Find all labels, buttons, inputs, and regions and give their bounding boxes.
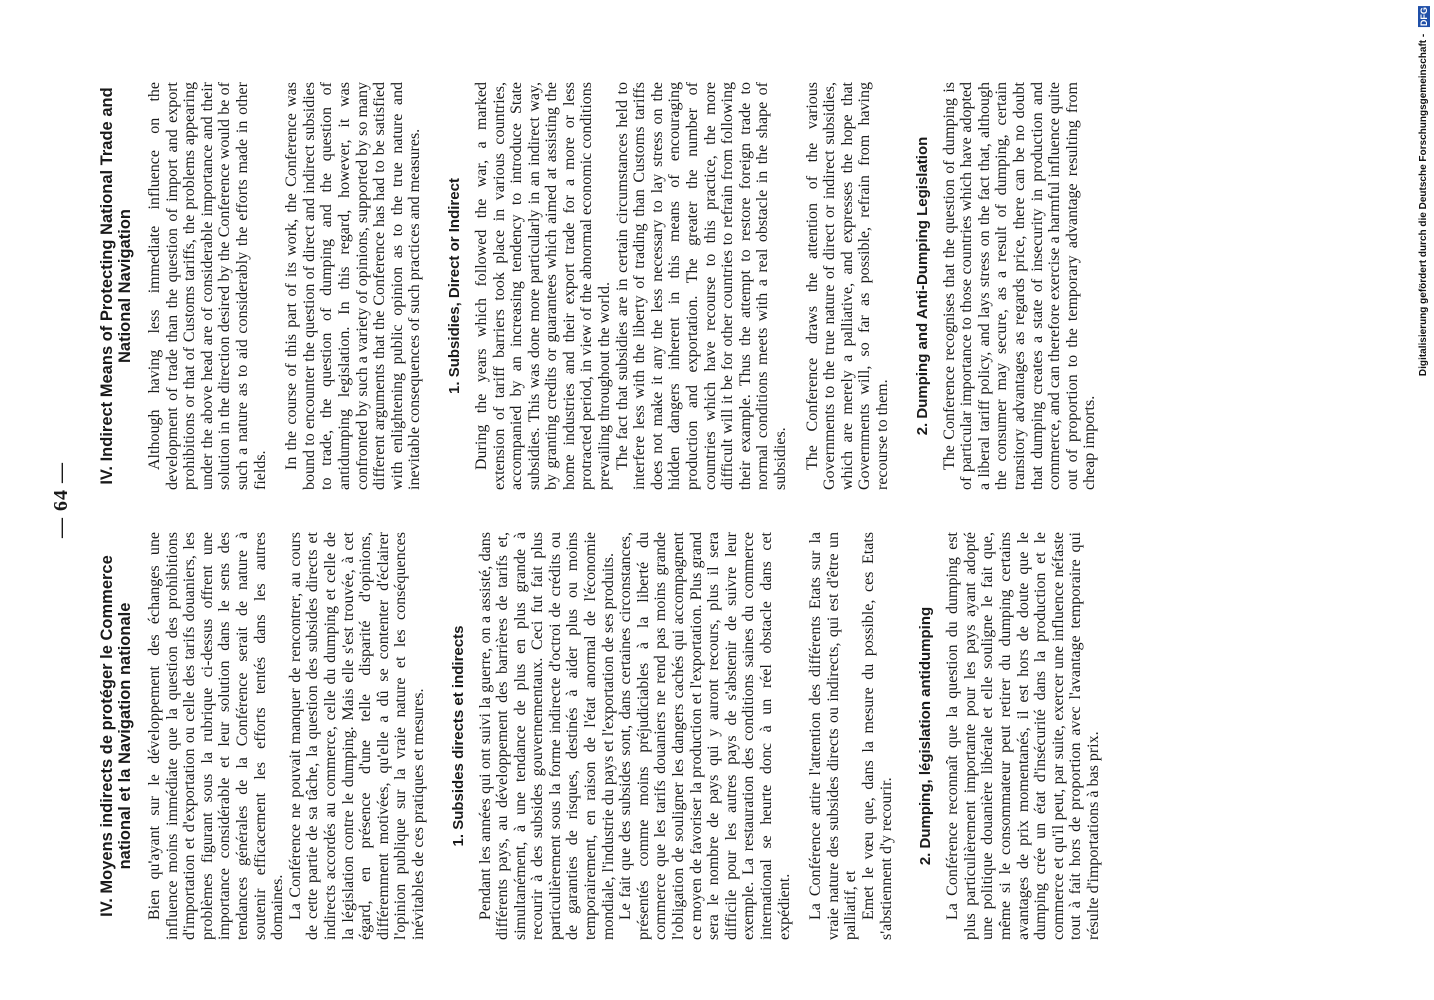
french-resolution-paragraph: Emet le vœu que, dans la mesure du possible, ces Etats s'abstiennent d'y recourir. bbox=[859, 532, 895, 940]
rotated-page bbox=[50, 60, 1300, 940]
french-section-heading-subsidies: 1. Subsides directs et indirects bbox=[449, 625, 467, 847]
french-column bbox=[98, 532, 1103, 940]
english-column bbox=[98, 82, 1099, 490]
french-subsidies-paragraph: Pendant les années qui ont suivi la guerre, on a assisté, dans différents pays, au développement des barrières de tarifs et, simultanément, à une tendance de plus en plus grande à recourir à des subsides gouvernementaux. Ceci fut fait plus particulièrement sous la forme indirecte d'octroi de crédits ou de garanties de risques, destinés à aider plus ou moins temporairement, en raison de l'état anormal de l'économie mondiale, l'industrie du pays et l'exportation de ses produits. bbox=[476, 532, 617, 940]
french-dumping-paragraph: La Conférence reconnaît que la question du dumping est plus particulièrement importante pour les pays ayant adopté une politique douanière libérale et elle souligne le fait que, même si le consommateur peut retirer du dumping certains avantages de prix momentanés, il est hors de doute que le dumping crée un état d'insécurité dans la production et le commerce et qu'il peut, par suite, exercer une influence néfaste tout à fait hors de proportion avec l'avantage temporaire qui résulte d'importations à bas prix. bbox=[944, 532, 1102, 940]
page-number: — 64 — bbox=[50, 462, 72, 538]
digitization-credit-text: Digitalisierung gefördert durch die Deutsche Forschungsgemeinschaft - bbox=[1418, 33, 1429, 377]
english-subsidies-paragraph: During the years which followed the war, a marked extension of tariff barriers took place in various countries, accompanied by an increasing tendency to introduce State subsidies. This was done more particularly in an indirect way, by granting credits or guarantees which aimed at assisting the home industries and their export trade for a more or less protracted period, in view of the abnormal economic conditions prevailing throughout the world. bbox=[472, 82, 614, 490]
english-dumping-paragraph: The Conference recognises that the question of dumping is of particular importance to those countries which have adopted a liberal tariff policy, and lays stress on the fact that, although the consumer may secure, as a result of dumping, certain transitory advantages as regards price, there can be no doubt that dumping creates a state of insecurity in production and commerce, and can therefore exercise a harmful influence quite out of proportion to the temporary advantage resulting from cheap imports. bbox=[940, 82, 1099, 490]
english-intro-paragraph: In the course of this part of its work, the Conference was bound to encounter the question of direct and indirect subsidies to trade, the question of dumping and the question of antidumping legislation. In this regard, however, it was confronted by such a variety of opinions, supported by so many different arguments that the Conference has had to be satisfied with enlightening public opinion as to the true nature and inevitable consequences of such practices and measures. bbox=[283, 82, 424, 490]
digitization-credit bbox=[1418, 6, 1430, 376]
english-title: IV. Indirect Means of Protecting National Trade and National Navigation bbox=[98, 87, 134, 485]
french-title: IV. Moyens indirects de protéger le Commerce national et la Navigation nationale bbox=[98, 555, 134, 917]
english-subsidies-paragraph: The fact that subsidies are in certain circumstances held to interfere less with the liberty of trading than Customs tariffs does not make it any the less necessary to lay stress on the hidden dangers inherent in this means of encouraging production and exportation. The greater the number of countries which have recourse to this practice, the more difficult will it be for other countries to refrain from following their example. Thus the attempt to restore foreign trade to normal conditions meets with a real obstacle in the shape of subsidies. bbox=[613, 82, 789, 490]
french-section-heading-dumping: 2. Dumping, législation antidumping bbox=[917, 606, 935, 866]
french-subsidies-paragraph: La Conférence attire l'attention des différents Etats sur la vraie nature des subsides directs ou indirects, qui est d'être un palliatif, et bbox=[807, 532, 860, 940]
french-intro-paragraph: La Conférence ne pouvait manquer de rencontrer, au cours de cette partie de sa tâche, la question des subsides directs et indirects accordés au commerce, celle du dumping et celle de la législation contre le dumping. Mais elle s'est trouvée, à cet égard, en présence d'une telle disparité d'opinions, différemment motivées, qu'elle a dû se contenter d'éclairer l'opinion publique sur la vraie nature et les conséquences inévitables de ces pratiques et mesures. bbox=[286, 532, 427, 940]
dfg-logo: DFG bbox=[1419, 7, 1429, 26]
french-intro-paragraph: Bien qu'ayant sur le développement des échanges une influence moins immédiate que la question des prohibitions d'importation et d'exportation ou celle des tarifs douaniers, les problèmes figurant sous la rubrique ci-dessus offrent une importance considérable et leur solution dans le sens des tendances générales de la Conférence serait de nature à soutenir efficacement les efforts tentés dans les autres domaines. bbox=[146, 532, 287, 940]
english-subsidies-paragraph: The Conference draws the attention of the various Governments to the true nature of direct or indirect subsidies, which are merely a palliative, and expresses the hope that Governments will, so far as possible, refrain from having recourse to them. bbox=[803, 82, 891, 490]
french-subsidies-paragraph: Le fait que des subsides sont, dans certaines circonstances, présentés comme moins préjudiciables à la liberté du commerce que les tarifs douaniers ne rend pas moins grande l'obligation de souligner les dangers cachés qui accompagnent ce moyen de favoriser la production et l'exportation. Plus grand sera le nombre de pays qui y auront recours, plus il sera difficile pour les autres pays de s'abstenir de suivre leur exemple. La restauration des conditions saines du commerce international se heurte donc à un réel obstacle dans cet expédient. bbox=[617, 532, 793, 940]
english-intro-paragraph: Although having less immediate influence on the development of trade than the question of import and export prohibitions or that of Customs tariffs, the problems appearing under the above head are of considerable importance and their solution in the direction desired by the Conference would be of such a nature as to aid considerably the efforts made in other fields. bbox=[146, 82, 269, 490]
english-section-heading-dumping: 2. Dumping and Anti-Dumping Legislation bbox=[913, 136, 931, 436]
english-section-heading-subsidies: 1. Subsidies, Direct or Indirect bbox=[445, 178, 463, 394]
